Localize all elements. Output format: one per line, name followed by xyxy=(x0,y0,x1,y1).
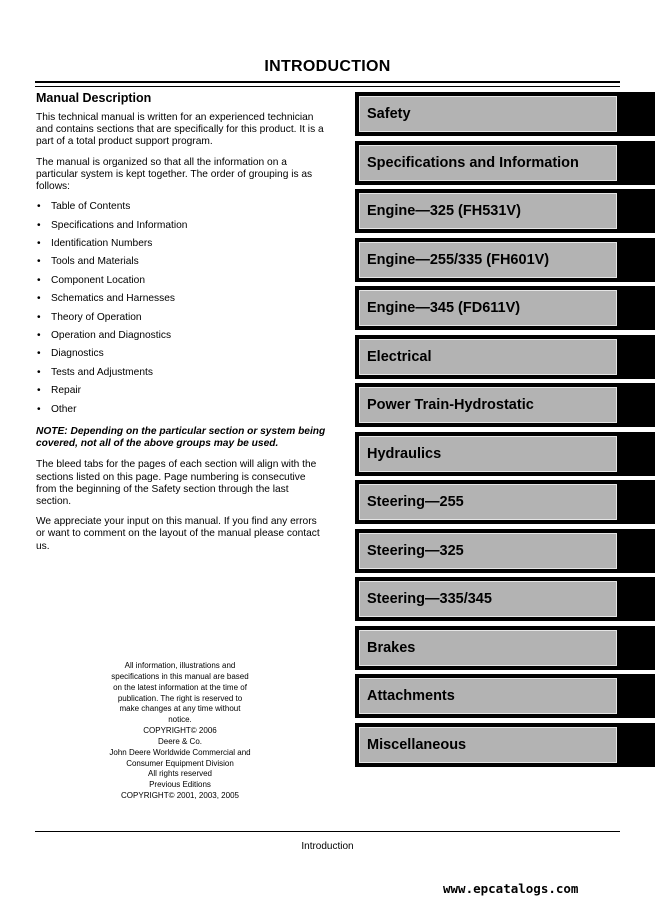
list-item: • Other xyxy=(37,403,77,415)
list-item: • Specifications and Information xyxy=(37,219,188,231)
footer-rule xyxy=(35,831,620,832)
section-tab-hydraulics[interactable]: Hydraulics xyxy=(355,432,655,476)
page-footer: Introduction xyxy=(301,841,354,852)
section-heading: Manual Description xyxy=(36,91,152,105)
section-tab-power-train[interactable]: Power Train-Hydrostatic xyxy=(355,383,655,427)
intro-paragraph: This technical manual is written for an experienced technician and contains sections that are specifically for this product. It is a part of a total product support program. xyxy=(36,112,324,148)
list-item: • Repair xyxy=(37,385,82,397)
section-tab-engine-345[interactable]: Engine—345 (FD611V) xyxy=(355,286,655,330)
section-tab-engine-255-335[interactable]: Engine—255/335 (FH601V) xyxy=(355,238,655,282)
list-item: • Component Location xyxy=(37,274,146,286)
header-rule-thick xyxy=(35,81,620,83)
list-item: • Table of Contents xyxy=(37,201,131,213)
section-tab-electrical[interactable]: Electrical xyxy=(355,335,655,379)
section-tab-engine-325[interactable]: Engine—325 (FH531V) xyxy=(355,189,655,233)
section-tab-steering-325[interactable]: Steering—325 xyxy=(355,529,655,573)
watermark-url: www.epcatalogs.com xyxy=(443,881,579,896)
section-tab-brakes[interactable]: Brakes xyxy=(355,626,655,670)
section-tab-miscellaneous[interactable]: Miscellaneous xyxy=(355,723,655,767)
grouping-list xyxy=(36,201,326,422)
list-item: • Theory of Operation xyxy=(37,311,142,323)
list-item: • Operation and Diagnostics xyxy=(37,329,172,341)
section-tab-steering-335-345[interactable]: Steering—335/345 xyxy=(355,577,655,621)
list-item: • Tests and Adjustments xyxy=(37,366,153,378)
list-item: • Tools and Materials xyxy=(37,256,139,268)
organization-paragraph: The manual is organized so that all the information on a particular system is kept together. The order of grouping is as follows: xyxy=(36,156,313,193)
section-tab-specifications[interactable]: Specifications and Information xyxy=(355,141,655,185)
section-tab-steering-255[interactable]: Steering—255 xyxy=(355,480,655,524)
note-paragraph: NOTE: Depending on the particular section or system being covered, not all of the above groups may be used. xyxy=(36,425,326,450)
bleed-tabs-paragraph: The bleed tabs for the pages of each section will align with the sections listed on this page. Page numbering is consecutive from the beginning of the Safety section through the last section. xyxy=(36,459,317,507)
section-tab-safety[interactable]: Safety xyxy=(355,92,655,136)
manual-description-section xyxy=(36,90,326,561)
list-item: • Schematics and Harnesses xyxy=(37,293,176,305)
copyright-notice: All information, illustrations and specifications in this manual are based on the latest information at the time of publication. The right is reserved to make changes at any time without notice. COPYRIGHT© 2006 Deere & Co. John Deere Worldwide Commercial and Consumer Equipment Division All rights reserved Previous Editions COPYRIGHT© 2001, 2003, 2005 xyxy=(109,661,251,801)
list-item: • Diagnostics xyxy=(37,348,104,360)
feedback-paragraph: We appreciate your input on this manual. If you find any errors or want to comment on the layout of the manual please contact us. xyxy=(36,516,320,552)
header-rule-thin xyxy=(35,86,620,87)
list-item: • Identification Numbers xyxy=(37,238,153,249)
page-title: INTRODUCTION xyxy=(264,58,391,75)
section-tab-attachments[interactable]: Attachments xyxy=(355,674,655,718)
